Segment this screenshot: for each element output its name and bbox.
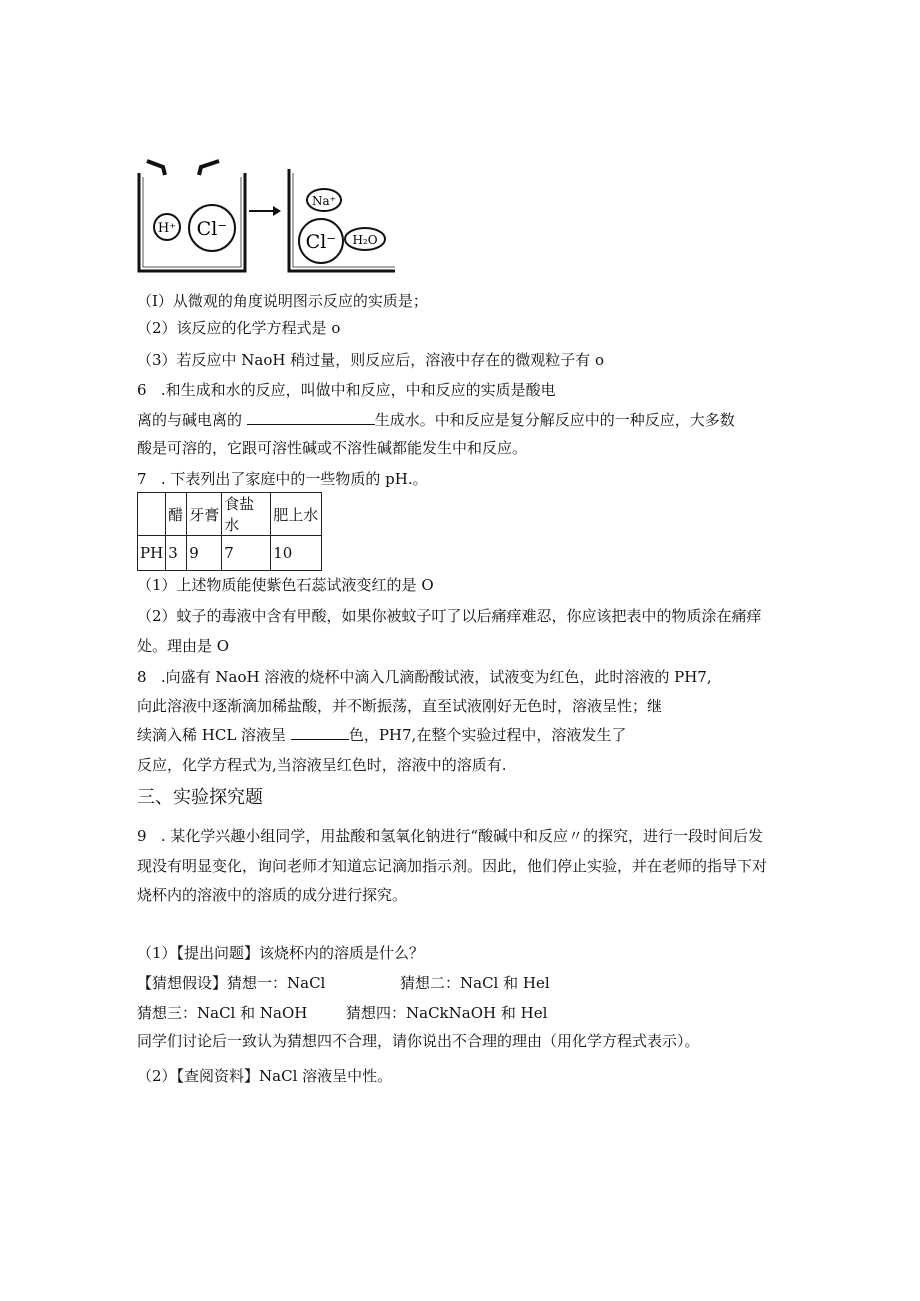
q9-line3: 烧杯内的溶液中的溶质的成分进行探究。 xyxy=(137,886,408,904)
q9-guess-a: 【猜想假设】猜想一：NaCl xyxy=(137,974,326,992)
beaker-diagram-svg xyxy=(135,155,395,277)
q8-line1: 8 .向盛有 NaoH 溶液的烧杯中滴入几滴酚酸试液，试液变为红色，此时溶液的 PH7, xyxy=(137,668,712,686)
h-ion-label: H⁺ xyxy=(157,221,177,236)
q8-line3a: 续滴入稀 HCL 溶液呈 xyxy=(137,726,291,744)
q9-guess-c: 猜想三：NaCl 和 NaOH xyxy=(137,1004,308,1022)
q6-line3: 酸是可溶的，它跟可溶性碱或不溶性碱都能发生中和反应。 xyxy=(137,439,528,457)
q7-part2b: 处。理由是 O xyxy=(137,637,230,655)
q6-line1: 6 .和生成和水的反应，叫做中和反应，中和反应的实质是酸电 xyxy=(137,381,556,399)
q8-line2: 向此溶液中逐渐滴加稀盐酸，并不断振荡，直至试液刚好无色时，溶液呈性；继 xyxy=(137,697,663,715)
ph-table-cell: 3 xyxy=(166,536,187,571)
cl-ion-right-label: Cl⁻ xyxy=(305,231,337,253)
q5-part3: （3）若反应中 NaoH 稍过量，则反应后，溶液中存在的微观粒子有 o xyxy=(137,351,605,369)
ph-table-header: 牙膏 xyxy=(187,493,222,536)
h2o-label: H₂O xyxy=(352,233,378,247)
dropper-right-mark xyxy=(199,161,219,175)
q7-intro: 7 . 下表列出了家庭中的一些物质的 pH.。 xyxy=(137,470,428,488)
ph-table-header: 醋 xyxy=(166,493,187,536)
ph-table-corner xyxy=(138,493,166,536)
q7-part2a: （2）蚊子的毒液中含有甲酸，如果你被蚊子叮了以后痛痒难忍，你应该把表中的物质涂在痛痒 xyxy=(137,607,762,625)
dropper-left-mark xyxy=(147,161,165,175)
cl-ion-label: Cl⁻ xyxy=(196,218,228,240)
q5-part1: （I）从微观的角度说明图示反应的实质是； xyxy=(137,292,428,310)
ph-table-value-row xyxy=(138,536,322,571)
section-title: 三、实验探究题 xyxy=(137,787,263,808)
q9-guess-b: 猜想二：NaCl 和 Hel xyxy=(400,974,550,992)
q6-line2a: 离的与碱电离的 xyxy=(137,411,247,429)
q9-part2: （2）【查阅资料】NaCl 溶液呈中性。 xyxy=(137,1067,393,1085)
q6-line2b: 生成水。中和反应是复分解反应中的一种反应，大多数 xyxy=(374,411,735,429)
na-ion-label: Na⁺ xyxy=(312,194,336,208)
q5-part2: （2）该反应的化学方程式是 o xyxy=(137,319,341,337)
q6-answer-blank[interactable] xyxy=(247,410,375,425)
q9-guess-d: 猜想四：NaCkNaOH 和 Hel xyxy=(346,1004,548,1022)
q7-part1: （1）上述物质能使紫色石蕊试液变红的是 O xyxy=(137,576,434,594)
q8-line3b: 色，PH7,在整个实验过程中，溶液发生了 xyxy=(348,726,627,744)
reaction-diagram xyxy=(135,155,395,277)
ph-table-header: 肥上水 xyxy=(271,493,322,536)
q9-reason: 同学们讨论后一致认为猜想四不合理，请你说出不合理的理由（用化学方程式表示）。 xyxy=(137,1032,700,1050)
ph-table-row-label: PH xyxy=(138,536,166,571)
ph-table-header: 食盐水 xyxy=(222,493,271,536)
ph-table-header-row xyxy=(138,493,322,536)
q8-line3 xyxy=(137,725,626,745)
q9-line1: 9 . 某化学兴趣小组同学，用盐酸和氢氧化钠进行“酸碱中和反应〃的探究，进行一段时间后发 xyxy=(137,827,764,845)
q6-line2 xyxy=(137,410,735,430)
ph-table-cell: 10 xyxy=(271,536,322,571)
ph-table xyxy=(137,492,322,571)
q8-line4: 反应，化学方程式为,当溶液呈红色时，溶液中的溶质有. xyxy=(137,756,507,774)
q8-color-blank[interactable] xyxy=(291,725,349,740)
ph-table-cell: 7 xyxy=(222,536,271,571)
q9-part1: （1）【提出问题】该烧杯内的溶质是什么？ xyxy=(137,944,425,962)
q9-line2: 现没有明显变化，询问老师才知道忘记滴加指示剂。因此，他们停止实验，并在老师的指导下对 xyxy=(137,857,768,875)
ph-table-cell: 9 xyxy=(187,536,222,571)
